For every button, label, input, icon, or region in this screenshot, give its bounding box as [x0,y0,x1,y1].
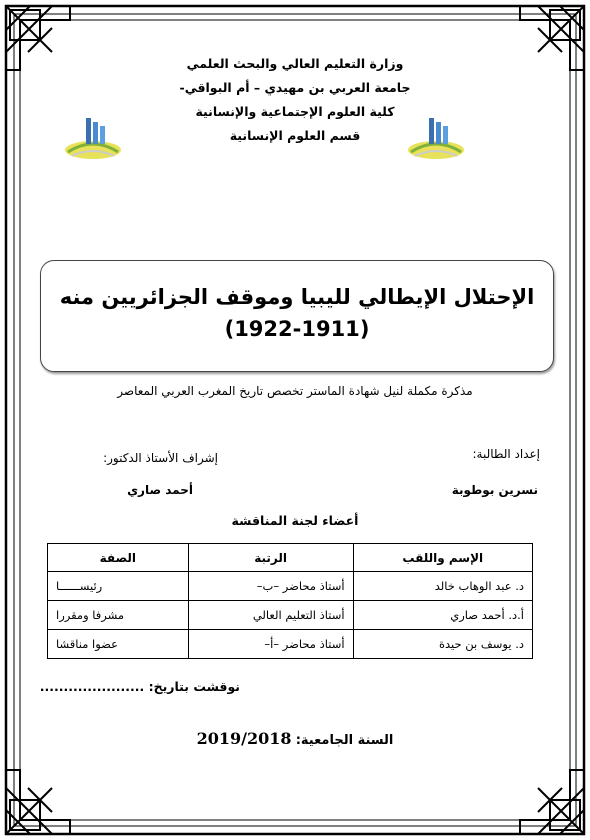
member-name: أ.د. أحمد صاري [353,601,532,630]
table-header-row [48,544,533,572]
thesis-subtitle: مذكرة مكملة لنيل شهادة الماستر تخصص تاريخ المغرب العربي المعاصر [117,384,473,398]
member-rank: أستاذ محاضر –ب– [188,572,353,601]
academic-year-label: السنة الجامعية: [295,733,394,748]
member-name: د. يوسف بن حيدة [353,630,532,659]
faculty-line: كلية العلوم الإجتماعية والإنسانية [195,104,395,119]
member-role: رئيســــــا [48,572,189,601]
department-line: قسم العلوم الإنسانية [229,128,361,143]
corner-ornament-top-left [6,6,70,70]
table-row [48,572,533,601]
university-line: جامعة العربي بن مهيدي – أم البواقي- [179,80,411,95]
committee-table [47,543,533,659]
ministry-line: وزارة التعليم العالي والبحث العلمي [186,56,404,71]
academic-year [180,729,410,748]
supervisor-label: إشراف الأستاذ الدكتور: [103,451,218,465]
institution-header [150,52,440,148]
thesis-title-box [40,260,554,372]
defense-date-value: ...................... [39,679,145,694]
table-row [48,630,533,659]
committee-heading: أعضاء لجنة المناقشة [231,513,359,528]
member-rank: أستاذ التعليم العالي [188,601,353,630]
member-role: عضوا مناقشا [48,630,189,659]
column-header: الصفة [48,544,189,572]
university-logo-left [62,112,124,162]
corner-ornament-bottom-right [520,770,584,834]
column-header: الرتبة [188,544,353,572]
member-rank: أستاذ محاضر –أ– [188,630,353,659]
column-header: الإسم واللقب [353,544,532,572]
corner-ornament-top-right [520,6,584,70]
thesis-title: الإحتلال الإيطالي لليبيا وموقف الجزائريين منه [59,285,535,309]
member-role: مشرفا ومقررا [48,601,189,630]
thesis-years: (1922-1911) [224,317,370,341]
corner-ornament-bottom-left [6,770,70,834]
supervisor-name: أحمد صاري [127,483,193,497]
academic-year-value: 2019/2018 [196,729,292,748]
student-label: إعداد الطالبة: [472,447,540,461]
defense-date [40,679,240,694]
table-row [48,601,533,630]
student-name: نسرين بوطوبة [451,483,538,497]
defense-date-label: نوقشت بتاريخ: [148,679,240,694]
university-logo-right [405,112,467,162]
member-name: د. عبد الوهاب خالد [353,572,532,601]
